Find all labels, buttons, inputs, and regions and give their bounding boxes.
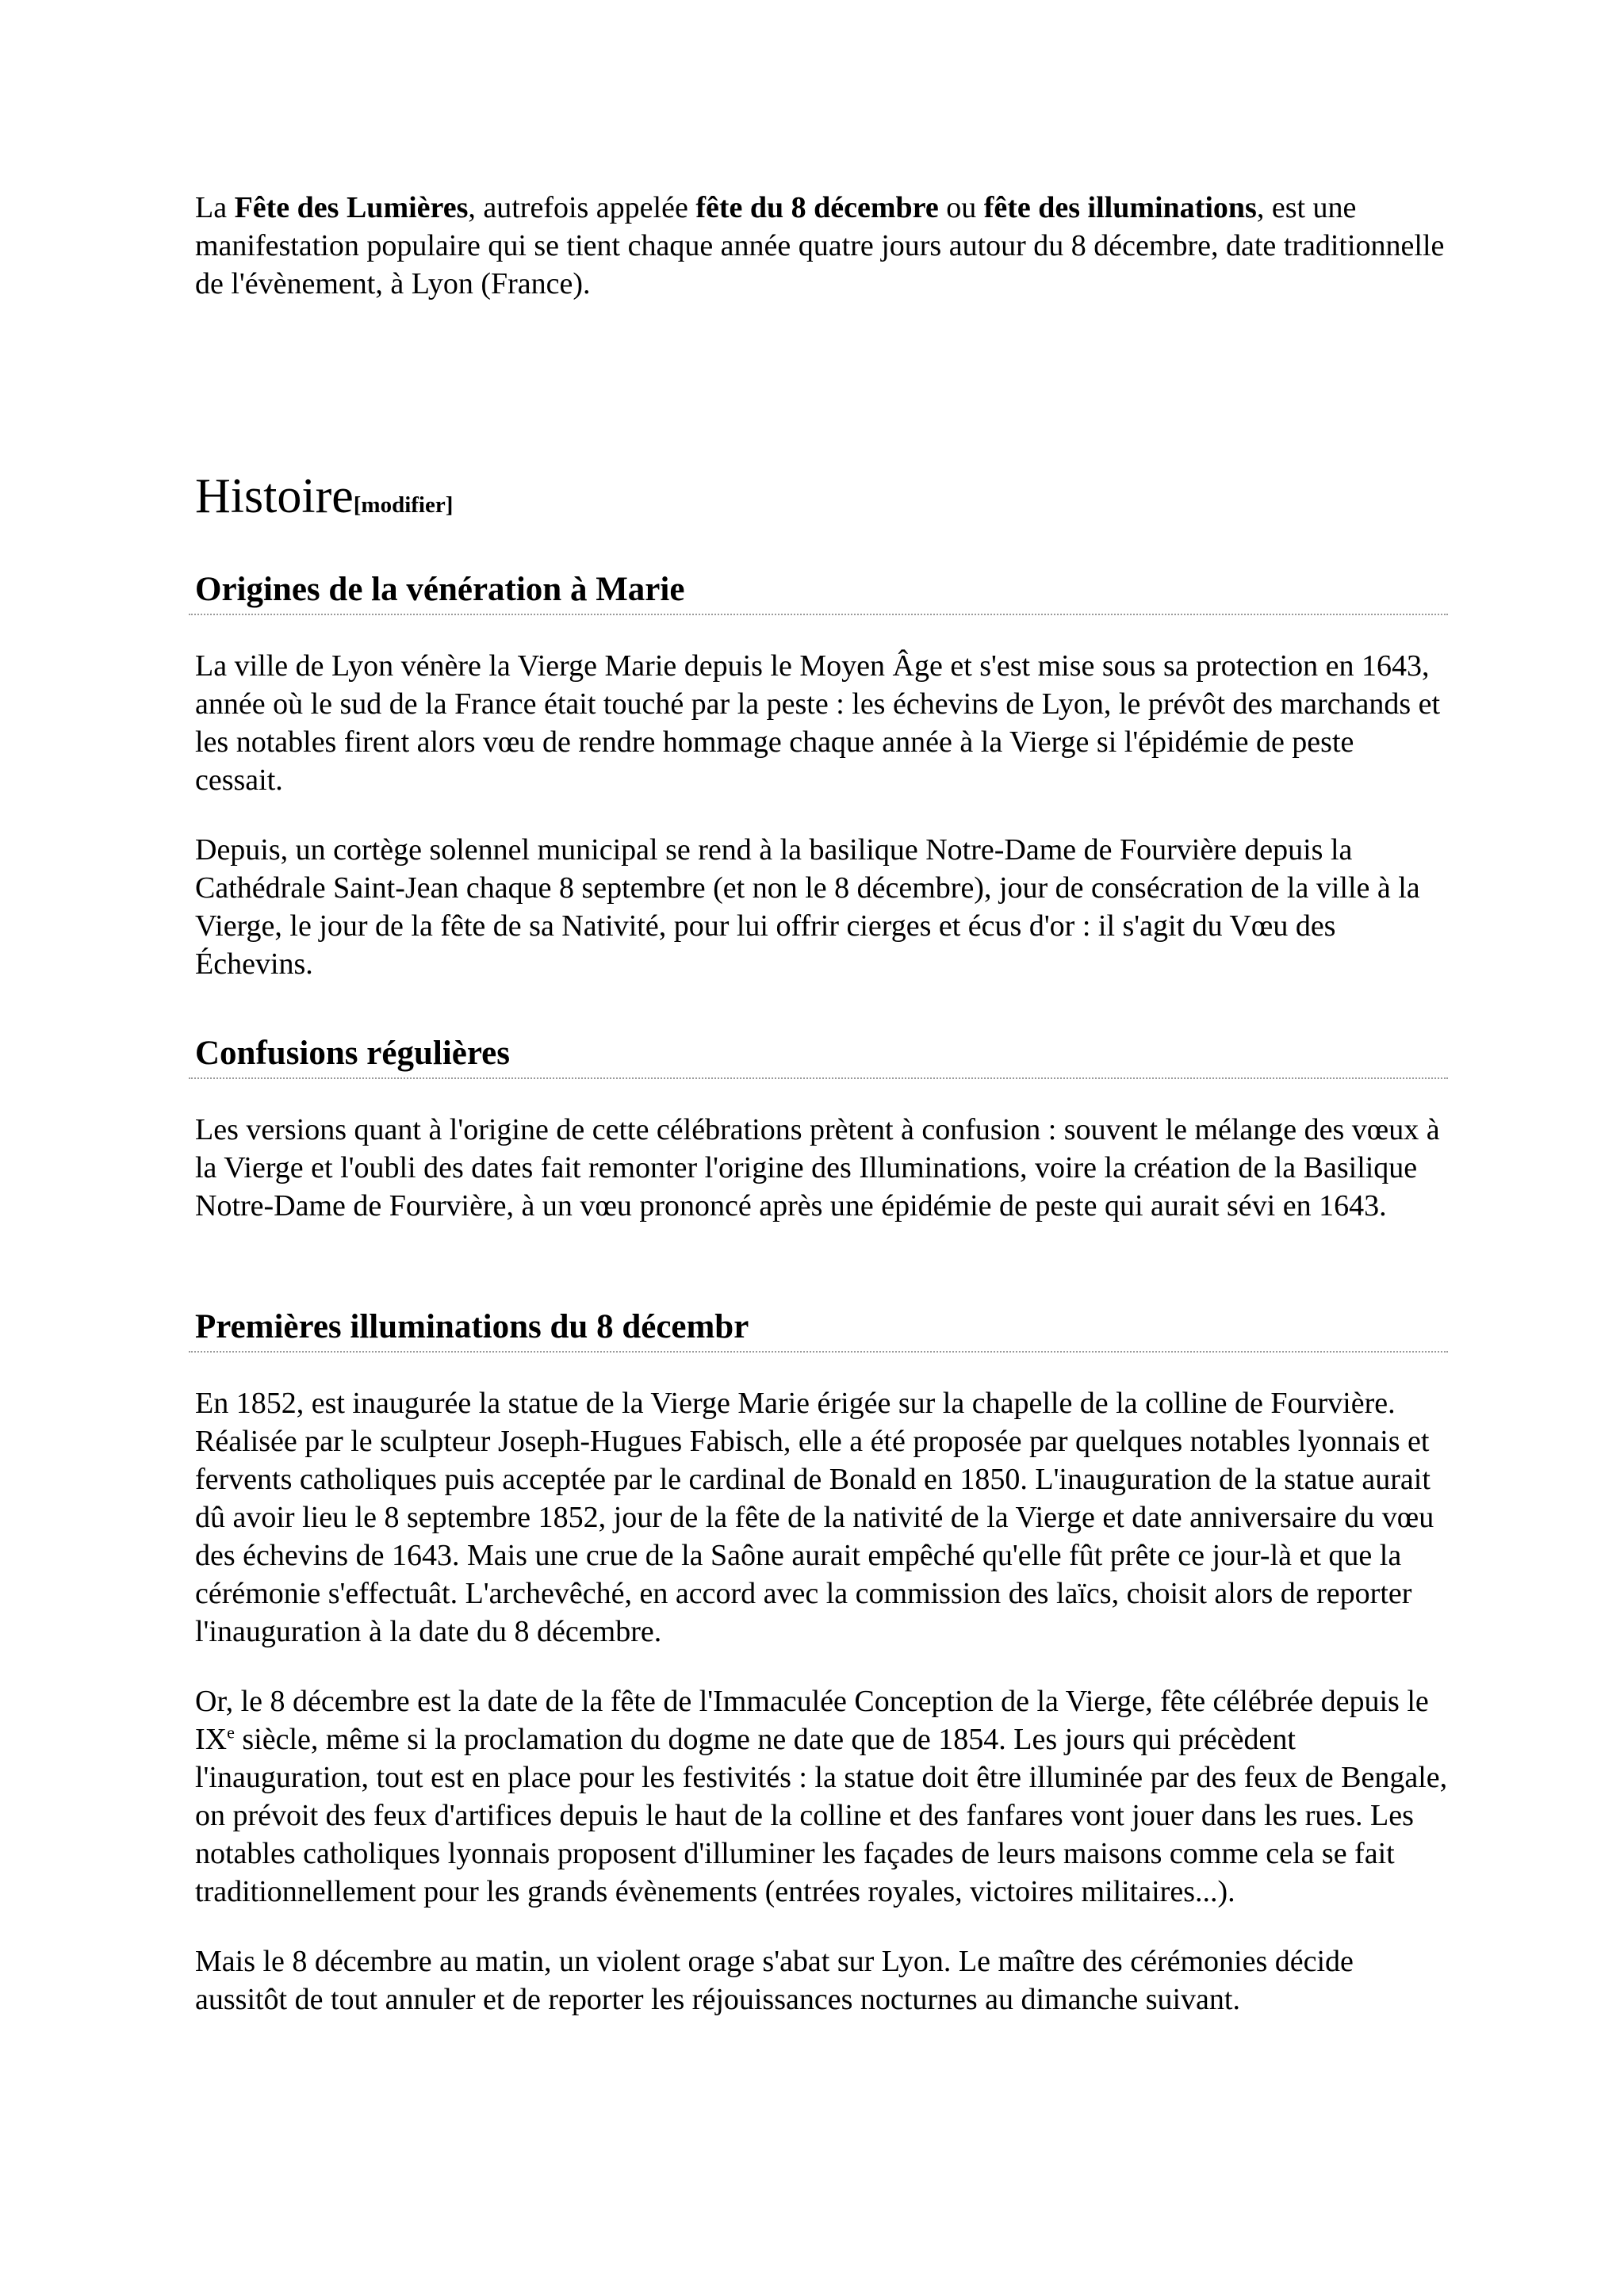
intro-text-4: , est une manifestation populaire qui se tient chaque année quatre jours autour du 8 décembre, date traditionnelle de l'évènement, à Lyon (France).	[195, 191, 1445, 300]
confusions-paragraph-1: Les versions quant à l'origine de cette célébrations prètent à confusion : souvent le mélange des vœux à la Vierge et l'oubli des dates fait remonter l'origine des Illuminations, voire la création de la Basilique Notre-Dame de Fourvière, à un vœu prononcé après une épidémie de peste qui aurait sévi en 1643.	[195, 1113, 1440, 1223]
section-confusions	[195, 1031, 1448, 1225]
intro-text-2: , autrefois appelée	[468, 191, 696, 224]
origines-paragraph-1: La ville de Lyon vénère la Vierge Marie depuis le Moyen Âge et s'est mise sous sa protection en 1643, année où le sud de la France était touché par la peste : les échevins de Lyon, le prévôt des marchands et les notables firent alors vœu de rendre hommage chaque année à la Vierge si l'épidémie de peste cessait.	[195, 649, 1441, 797]
premieres-paragraph-2-a: Or, le 8 décembre est la date de la fête de l'Immaculée Conception de la Vierge, fête célébrée depuis le IX	[195, 1685, 1429, 1756]
intro-bold-fete-des-illuminations: fête des illuminations	[983, 191, 1257, 224]
premieres-heading: Premières illuminations du 8 décembr	[189, 1305, 1448, 1353]
intro-text-3: ou	[938, 191, 984, 224]
section-premieres	[195, 1305, 1448, 2019]
intro-text-1: La	[195, 191, 235, 224]
intro-paragraph	[195, 189, 1448, 303]
modifier-link[interactable]: [modifier]	[353, 492, 454, 518]
intro-bold-fete-des-lumieres: Fête des Lumières	[234, 191, 469, 224]
histoire-title: Histoire	[195, 469, 354, 523]
origines-paragraph-2: Depuis, un cortège solennel municipal se rend à la basilique Notre-Dame de Fourvière depuis la Cathédrale Saint-Jean chaque 8 septembre (et non le 8 décembre), jour de consécration de la ville à la Vierge, le jour de la fête de sa Nativité, pour lui offrir cierges et écus d'or : il s'agit du Vœu des Échevins.	[195, 833, 1420, 981]
century-superscript: e	[227, 1722, 235, 1743]
premieres-paragraph-2-b: siècle, même si la proclamation du dogme ne date que de 1854. Les jours qui précèdent l'inauguration, tout est en place pour les festivités : la statue doit être illuminée par des feux de Bengale, on prévoit des feux d'artifices depuis le haut de la colline et des fanfares vont jouer dans les rues. Les notables catholiques lyonnais proposent d'illuminer les façades de leurs maisons comme cela se fait traditionnellement pour les grands évènements (entrées royales, victoires militaires...).	[195, 1723, 1448, 1908]
origines-heading: Origines de la vénération à Marie	[189, 568, 1448, 615]
section-origines	[195, 568, 1448, 983]
premieres-paragraph-3: Mais le 8 décembre au matin, un violent orage s'abat sur Lyon. Le maître des cérémonies décide aussitôt de tout annuler et de reporter les réjouissances nocturnes au dimanche suivant.	[195, 1945, 1354, 2016]
premieres-paragraph-2	[195, 1682, 1448, 1911]
histoire-heading	[195, 468, 453, 534]
intro-bold-fete-du-8-decembre: fête du 8 décembre	[695, 191, 939, 224]
document-page	[195, 189, 1448, 2016]
confusions-heading: Confusions régulières	[189, 1031, 1448, 1079]
premieres-paragraph-1: En 1852, est inaugurée la statue de la Vierge Marie érigée sur la chapelle de la colline de Fourvière. Réalisée par le sculpteur Joseph-Hugues Fabisch, elle a été proposée par quelques notables lyonnais et fervents catholiques puis acceptée par le cardinal de Bonald en 1850. L'inauguration de la statue aurait dû avoir lieu le 8 septembre 1852, jour de la fête de la nativité de la Vierge et date anniversaire du vœu des échevins de 1643. Mais une crue de la Saône aurait empêché qu'elle fût prête ce jour-là et que la cérémonie s'effectuât. L'archevêché, en accord avec la commission des laïcs, choisit alors de reporter l'inauguration à la date du 8 décembre.	[195, 1387, 1434, 1648]
